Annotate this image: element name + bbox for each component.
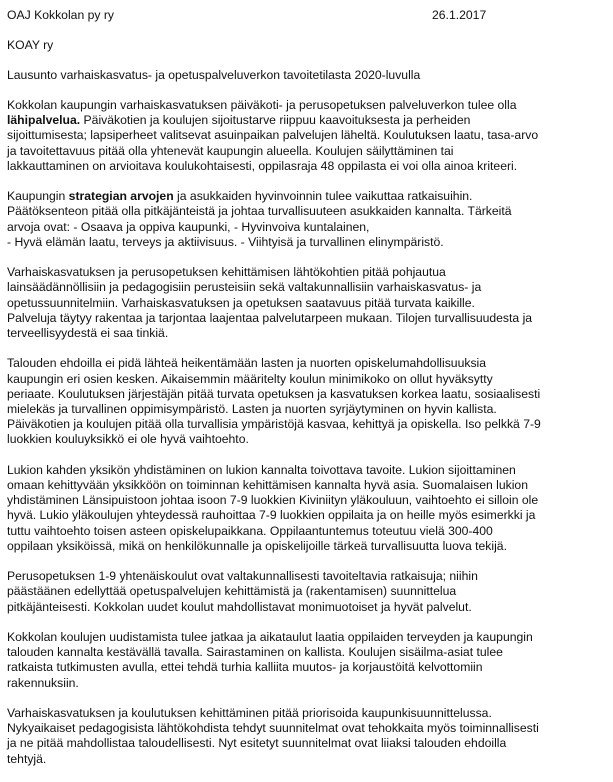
text-segment: Varhaiskasvatuksen ja koulutuksen kehittäminen pitää priorisoida kaupunkisuunnittelussa. xyxy=(7,706,492,721)
text-segment: sijoittumisesta; lapsiperheet valitsevat asuinpaikan palvelujen läheltä. Koulutuksen laatu, tasa-arvo xyxy=(7,128,539,143)
text-segment: Kaupungin xyxy=(7,189,69,204)
text-line xyxy=(7,128,605,143)
text-line xyxy=(7,569,605,584)
text-line xyxy=(7,630,605,645)
text-segment: periaate. Koulutuksen järjestäjän pitää turvata opetuksen ja kasvatuksen korkea laatu, sosiaalisesti xyxy=(7,386,541,401)
letter-date: 26.1.2017 xyxy=(432,8,487,22)
subject-line: Lausunto varhaiskasvatus- ja opetuspalveluverkon tavoitetilasta 2020-luvulla xyxy=(7,68,421,82)
sender-name: OAJ Kokkolan py ry xyxy=(7,8,115,22)
paragraph xyxy=(7,189,605,250)
text-segment: omaan kehittyvään yksikköön on toiminnan kehittämisen kannalta hyvä asia. Suomalaisen lukion xyxy=(7,478,528,493)
text-line xyxy=(7,220,605,235)
text-line xyxy=(7,478,605,493)
text-line xyxy=(7,387,605,402)
text-segment: Kokkolan koulujen uudistamista tulee jatkaa ja aikataulut laatia oppilaiden terveyden ja kaupungin xyxy=(7,630,533,645)
paragraph xyxy=(7,265,605,341)
text-segment: yhdistäminen Länsipuistoon johtaa isoon 7-9 luokkien Kiviniityn yläkouluun, vaihtoehto ei silloin ole xyxy=(7,493,539,508)
text-segment: oppilaan yksiköissä, mikä on henkilökunnalle ja opiskelijoille tärkeä turvallisuutta luova tekijä. xyxy=(7,538,507,553)
text-segment: ratkaista tutkimusten avulla, ettei tehdä turhia kalliita muutos- ja korjaustöitä kelvottomiin xyxy=(7,660,483,675)
text-segment: terveellisyydestä ei saa tinkiä. xyxy=(7,326,169,341)
text-segment: Kokkolan kaupungin varhaiskasvatuksen päiväkoti- ja perusopetuksen palveluverkon tulee olla xyxy=(7,98,517,112)
paragraph xyxy=(7,98,605,174)
text-line xyxy=(7,235,605,250)
text-segment: kaupungin eri osien kesken. Aikaisemmin määritelty koulun minimikoko on ollut hyväksytty xyxy=(7,371,493,386)
text-segment: ja asukkaiden hyvinvoinnin tulee vaikuttaa ratkaisuihin. xyxy=(173,189,473,204)
text-segment: talouden kannalta kestävällä tavalla. Sairastaminen on kallista. Koulujen sisäilma-asiat tulee xyxy=(7,645,503,660)
text-line xyxy=(7,524,605,539)
text-line xyxy=(7,372,605,387)
text-segment: mielekäs ja turvallinen oppimisympäristö. Lasten ja nuorten syrjäytyminen on hyvin kallista. xyxy=(7,402,497,417)
text-segment: tuttu vaihtoehto toisen asteen opiskelupaikkana. Oppilaantuntemus toteutuu vielä 300-400 xyxy=(7,523,493,538)
text-segment: Varhaiskasvatuksen ja perusopetuksen kehittämisen lähtökohtien pitää pohjautua xyxy=(7,265,446,280)
text-line xyxy=(7,417,605,432)
text-line xyxy=(7,463,605,478)
text-line xyxy=(7,296,605,311)
text-segment: Palveluja täytyy rakentaa ja tarjontaa laajentaa palvelutarpeen mukaan. Tilojen turvallisuudesta ja xyxy=(7,310,533,325)
letter-header xyxy=(7,8,597,24)
text-segment: ja tavoitettavuus pitää olla yhtenevät kaupungin alueella. Koulujen säilyttäminen tai xyxy=(7,143,454,158)
text-segment: arvoja ovat: - Osaava ja oppiva kaupunki, - Hyvinvoiva kuntalainen, xyxy=(7,219,370,234)
text-line xyxy=(7,676,605,691)
text-segment: Perusopetuksen 1-9 yhtenäiskoulut ovat valtakunnallisesti tavoiteltavia ratkaisuja; niihin xyxy=(7,569,478,584)
text-line xyxy=(7,144,605,159)
text-line xyxy=(7,98,605,113)
text-line xyxy=(7,645,605,660)
text-line xyxy=(7,204,605,219)
text-segment: Talouden ehdoilla ei pidä lähteä heikentämään lasten ja nuorten opiskelumahdollisuuksia xyxy=(7,356,487,371)
text-line xyxy=(7,280,605,295)
text-segment: lakkauttaminen on arvioitava koulukohtaisesti, oppilasraja 48 oppilasta ei voi olla ainoa kriteeri. xyxy=(7,158,518,173)
paragraph xyxy=(7,630,605,691)
text-segment: rakennuksiin. xyxy=(7,675,79,690)
paragraph xyxy=(7,706,605,767)
text-line xyxy=(7,508,605,523)
paragraph xyxy=(7,356,605,447)
text-line xyxy=(7,600,605,615)
paragraph xyxy=(7,569,605,615)
letter-body xyxy=(7,98,605,782)
text-segment: lainsäädännöllisiin ja pedagogisiin perusteisiin sekä valtakunnallisiin varhaiskasvatus- ja xyxy=(7,280,482,295)
text-line xyxy=(7,402,605,417)
text-segment: Päiväkotien ja koulujen sijoitustarve riippuu kaavoituksesta ja perheiden xyxy=(80,113,471,128)
text-line xyxy=(7,584,605,599)
text-segment: Päiväkotien ja koulujen pitää olla turvallisia ympäristöjä kasvaa, kehittyä ja opiskella. Iso pelkkä 7-9 xyxy=(7,417,541,432)
text-line xyxy=(7,721,605,736)
text-line xyxy=(7,113,605,128)
addressee: KOAY ry xyxy=(7,38,54,52)
text-segment: Lukion kahden yksikön yhdistäminen on lukion kannalta toivottava tavoite. Lukion sijoittaminen xyxy=(7,462,516,477)
text-line xyxy=(7,432,605,447)
text-line xyxy=(7,736,605,751)
text-segment: tehtyjä. xyxy=(7,751,47,766)
text-line xyxy=(7,493,605,508)
text-segment: Päätöksenteon pitää olla pitkäjänteistä ja johtaa turvallisuuteen asukkaiden kannalta. Tärkeitä xyxy=(7,204,512,219)
text-segment: Nykyaikaiset pedagogisista lähtökohdista tehdyt suunnitelmat ovat tehokkaita myös toiminnallisesti xyxy=(7,721,539,736)
paragraph xyxy=(7,463,605,554)
text-segment: luokkien kouluyksikkö ei ole hyvä vaihtoehto. xyxy=(7,432,249,447)
text-line xyxy=(7,311,605,326)
text-segment: pitkäjänteisesti. Kokkolan uudet koulut mahdollistavat monimuotoiset ja hyvät palvelut. xyxy=(7,599,472,614)
text-segment: hyvä. Lukio yläkoulujen yhteydessä rauhoittaa 7-9 luokkien oppilaita ja on heille myös esimerkki ja xyxy=(7,508,536,523)
text-line xyxy=(7,326,605,341)
text-line xyxy=(7,159,605,174)
text-line xyxy=(7,539,605,554)
text-line xyxy=(7,706,605,721)
text-segment: päästäänen edellyttää opetuspalvelujen kehittämistä ja (rakentamisen) suunnittelua xyxy=(7,584,457,599)
bold-text: strategian arvojen xyxy=(68,189,174,204)
text-line xyxy=(7,189,605,204)
text-segment: - Hyvä elämän laatu, terveys ja aktiivisuus. - Viihtyisä ja turvallinen elinympäristö. xyxy=(7,234,444,249)
text-line xyxy=(7,660,605,675)
text-segment: opetussuunnitelmiin. Varhaiskasvatuksen ja opetuksen saatavuus pitää turvata kaikille. xyxy=(7,295,475,310)
text-segment: ja ne pitää mahdollistaa taloudellisesti. Nyt esitetyt suunnitelmat ovat liiaksi talouden ehdoilla xyxy=(7,736,507,751)
text-line xyxy=(7,752,605,767)
text-line xyxy=(7,356,605,371)
text-line xyxy=(7,265,605,280)
bold-text: lähipalvelua. xyxy=(7,113,81,128)
